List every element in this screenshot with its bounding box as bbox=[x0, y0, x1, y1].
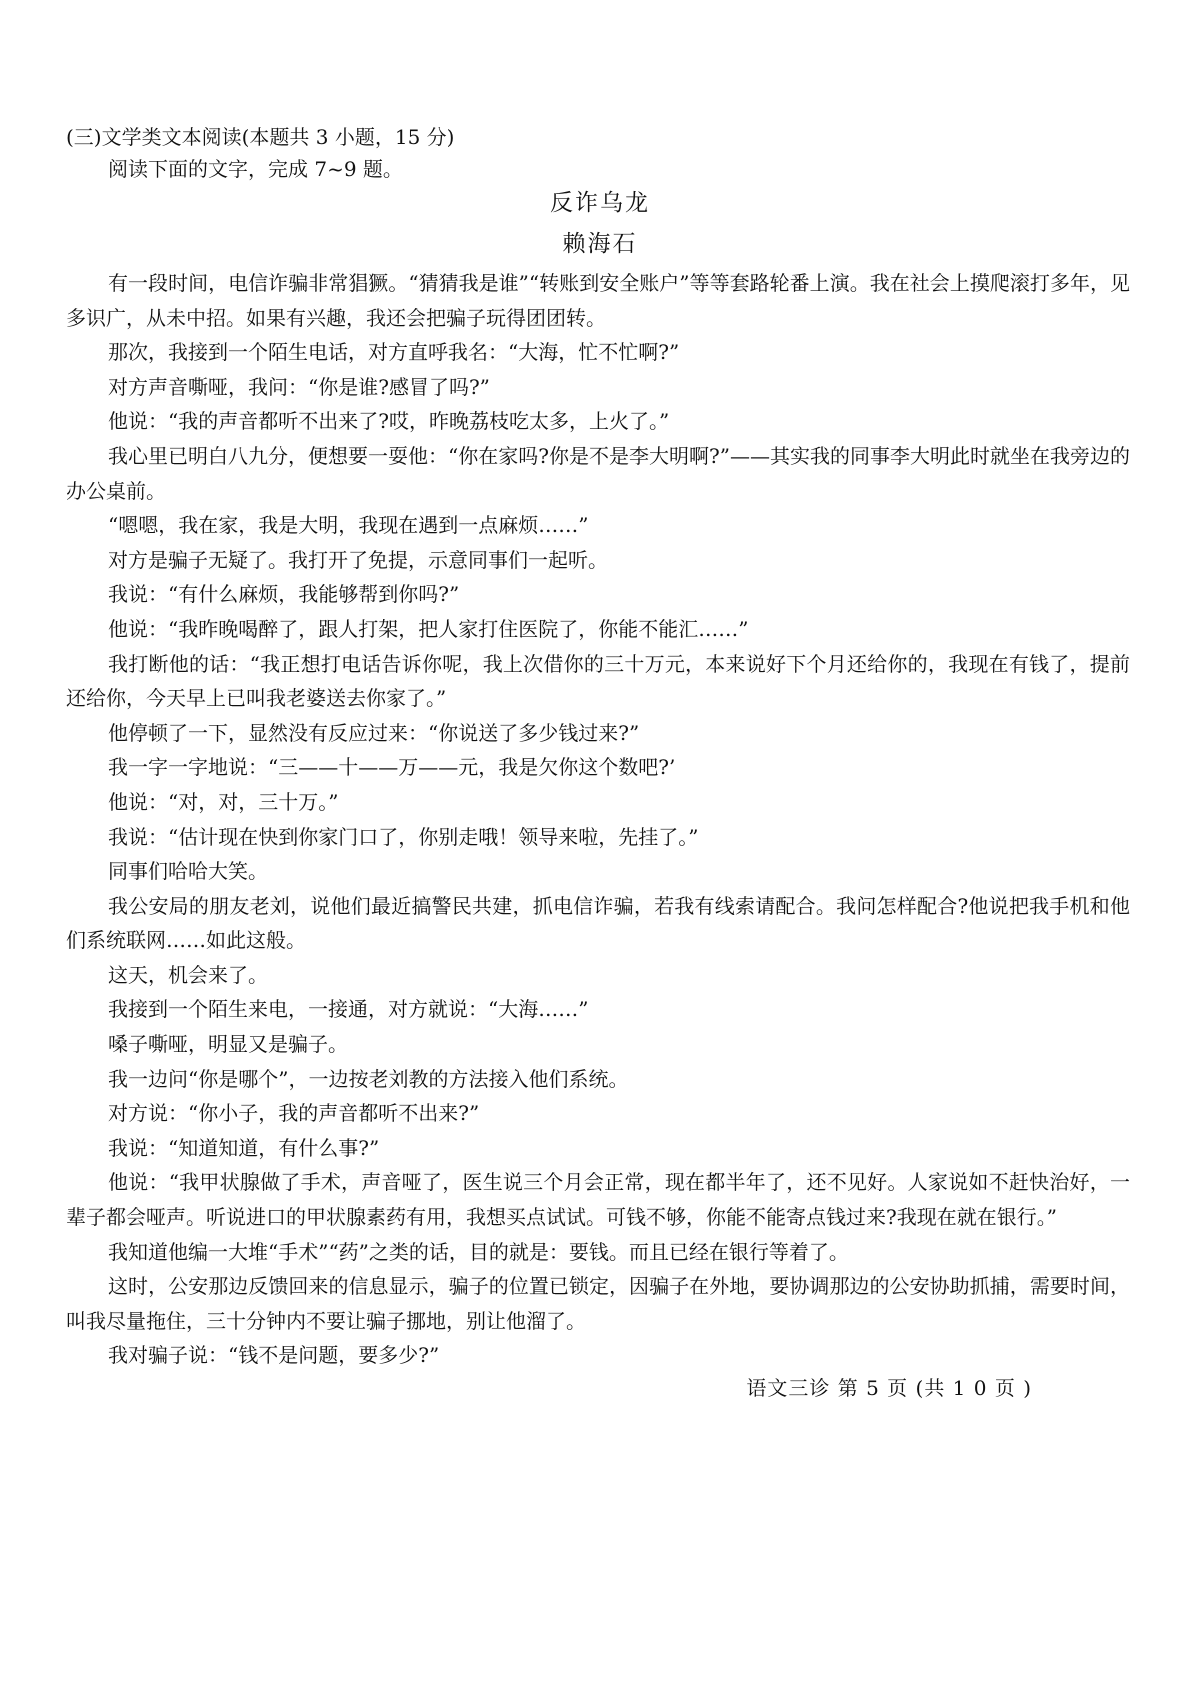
story-paragraph-15: 同事们哈哈大笑。 bbox=[108, 859, 268, 884]
story-paragraph-12: 我一字一字地说：“三——十——万——元，我是欠你这个数吧?’ bbox=[108, 755, 676, 780]
story-paragraph-3: 对方声音嘶哑，我问：“你是谁?感冒了吗?” bbox=[108, 374, 490, 399]
page-footer: 语文三诊 第 5 页 (共 1 0 页 ) bbox=[746, 1376, 1032, 1400]
story-paragraph-20: 我一边问“你是哪个”，一边按老刘教的方法接入他们系统。 bbox=[108, 1066, 629, 1091]
story-paragraph-19: 嗓子嘶哑，明显又是骗子。 bbox=[108, 1032, 348, 1057]
story-paragraph-24: 我知道他编一大堆“手术”“药”之类的话，目的就是：要钱。而且已经在银行等着了。 bbox=[108, 1239, 849, 1264]
story-author: 赖海石 bbox=[562, 231, 638, 257]
story-paragraph-1: 有一段时间，电信诈骗非常猖獗。“猜猜我是谁”“转账到安全账户”等等套路轮番上演。我在社会上摸爬滚打多年，见多识广，从未中招。如果有兴趣，我还会把骗子玩得团团转。 bbox=[66, 271, 1130, 330]
story-paragraph-14: 我说：“估计现在快到你家门口了，你别走哦！领导来啦，先挂了。” bbox=[108, 824, 699, 849]
story-paragraph-6: “嗯嗯，我在家，我是大明，我现在遇到一点麻烦……” bbox=[108, 513, 589, 538]
story-paragraph-8: 我说：“有什么麻烦，我能够帮到你吗?” bbox=[108, 582, 460, 607]
story-paragraph-13: 他说：“对，对，三十万。” bbox=[108, 789, 339, 814]
story-paragraph-26: 我对骗子说：“钱不是问题，要多少?” bbox=[108, 1343, 440, 1368]
story-paragraph-4: 他说：“我的声音都听不出来了?哎，昨晚荔枝吃太多，上火了。” bbox=[108, 409, 670, 434]
story-paragraph-9: 他说：“我昨晚喝醉了，跟人打架，把人家打住医院了，你能不能汇……” bbox=[108, 616, 749, 641]
section-heading: (三)文学类文本阅读(本题共 3 小题，15 分) bbox=[66, 125, 455, 149]
story-paragraph-11: 他停顿了一下，显然没有反应过来：“你说送了多少钱过来?” bbox=[108, 720, 640, 745]
story-paragraph-23: 他说：“我甲状腺做了手术，声音哑了，医生说三个月会正常，现在都半年了，还不见好。人家说如不赶快治好，一辈子都会哑声。听说进口的甲状腺素药有用，我想买点试试。可钱不够，你能不能寄点钱过来?我现在就在银行。” bbox=[66, 1170, 1130, 1230]
story-paragraph-21: 对方说：“你小子，我的声音都听不出来?” bbox=[108, 1101, 480, 1126]
story-title: 反诈乌龙 bbox=[550, 190, 650, 216]
story-paragraph-17: 这天，机会来了。 bbox=[108, 962, 268, 987]
story-paragraph-10: 我打断他的话：“我正想打电话告诉你呢，我上次借你的三十万元，本来说好下个月还给你的，我现在有钱了，提前还给你，今天早上已叫我老婆送去你家了。” bbox=[66, 651, 1130, 711]
story-paragraph-7: 对方是骗子无疑了。我打开了免提，示意同事们一起听。 bbox=[108, 547, 608, 572]
story-paragraph-25: 这时，公安那边反馈回来的信息显示，骗子的位置已锁定，因骗子在外地，要协调那边的公安协助抓捕，需要时间，叫我尽量拖住，三十分钟内不要让骗子挪地，别让他溜了。 bbox=[66, 1274, 1130, 1333]
story-paragraph-18: 我接到一个陌生来电，一接通，对方就说：“大海……” bbox=[108, 997, 589, 1022]
story-paragraph-2: 那次，我接到一个陌生电话，对方直呼我名：“大海，忙不忙啊?” bbox=[108, 340, 680, 365]
story-paragraph-16: 我公安局的朋友老刘，说他们最近搞警民共建，抓电信诈骗，若我有线索请配合。我问怎样配合?他说把我手机和他们系统联网……如此这般。 bbox=[66, 893, 1130, 953]
story-paragraph-22: 我说：“知道知道，有什么事?” bbox=[108, 1135, 380, 1160]
story-body bbox=[66, 266, 1130, 1373]
story-paragraph-5: 我心里已明白八九分，便想要一耍他：“你在家吗?你是不是李大明啊?”——其实我的同事李大明此时就坐在我旁边的办公桌前。 bbox=[66, 443, 1130, 503]
reading-instruction: 阅读下面的文字，完成 7~9 题。 bbox=[108, 157, 403, 181]
